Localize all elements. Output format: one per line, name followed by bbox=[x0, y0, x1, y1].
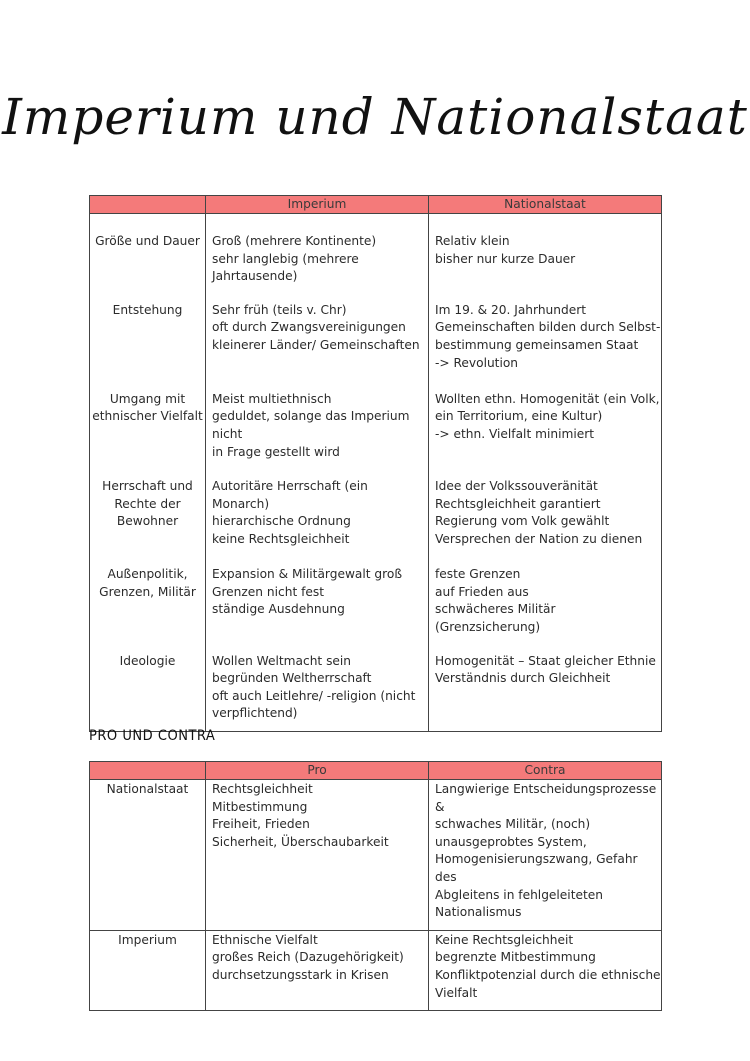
table-row bbox=[90, 374, 662, 461]
row-label-entstehung: Entstehung bbox=[90, 286, 206, 374]
row-label-herrschaft: Herrschaft und Rechte der Bewohner bbox=[90, 461, 206, 549]
row-label-ideologie: Ideologie bbox=[90, 637, 206, 732]
cell-pro-nationalstaat: Rechtsgleichheit Mitbestimmung Freiheit, Frieden Sicherheit, Überschaubarkeit bbox=[206, 780, 429, 931]
cell-contra-nationalstaat: Langwierige Entscheidungsprozesse & schwaches Militär, (noch) unausgeprobtes System, Homogenisierungszwang, Gefahr des Abgleitens in fehlgeleiteten Nationalismus bbox=[429, 780, 662, 931]
section-heading-pro-contra: PRO UND CONTRA bbox=[89, 728, 216, 744]
cell-imperium-herrschaft: Autoritäre Herrschaft (ein Monarch) hierarchische Ordnung keine Rechtsgleichheit bbox=[206, 461, 429, 549]
header-empty bbox=[90, 196, 206, 214]
cell-nationalstaat-groesse: Relativ klein bisher nur kurze Dauer bbox=[429, 214, 662, 286]
table-row bbox=[90, 637, 662, 732]
cell-pro-imperium: Ethnische Vielfalt großes Reich (Dazugehörigkeit) durchsetzungsstark in Krisen bbox=[206, 930, 429, 1010]
row-label-nationalstaat: Nationalstaat bbox=[90, 780, 206, 931]
cell-nationalstaat-herrschaft: Idee der Volkssouveränität Rechtsgleichheit garantiert Regierung vom Volk gewählt Versprechen der Nation zu dienen bbox=[429, 461, 662, 549]
header-nationalstaat: Nationalstaat bbox=[429, 196, 662, 214]
page-title: Imperium und Nationalstaat bbox=[2, 88, 748, 146]
cell-contra-imperium: Keine Rechtsgleichheit begrenzte Mitbestimmung Konfliktpotenzial durch die ethnische Vielfalt bbox=[429, 930, 662, 1010]
cell-nationalstaat-vielfalt: Wollten ethn. Homogenität (ein Volk, ein Territorium, eine Kultur) -> ethn. Vielfalt minimiert bbox=[429, 374, 662, 461]
row-label-aussenpolitik: Außenpolitik, Grenzen, Militär bbox=[90, 549, 206, 636]
cell-imperium-aussenpolitik: Expansion & Militärgewalt groß Grenzen nicht fest ständige Ausdehnung bbox=[206, 549, 429, 636]
cell-nationalstaat-ideologie: Homogenität – Staat gleicher Ethnie Verständnis durch Gleichheit bbox=[429, 637, 662, 732]
cell-nationalstaat-entstehung: Im 19. & 20. Jahrhundert Gemeinschaften bilden durch Selbst- bestimmung gemeinsamen Staat -> Revolution bbox=[429, 286, 662, 374]
cell-imperium-groesse: Groß (mehrere Kontinente) sehr langlebig (mehrere Jahrtausende) bbox=[206, 214, 429, 286]
cell-nationalstaat-aussenpolitik: feste Grenzen auf Frieden aus schwächeres Militär (Grenzsicherung) bbox=[429, 549, 662, 636]
header-pro: Pro bbox=[206, 762, 429, 780]
procon-header-empty bbox=[90, 762, 206, 780]
procon-table bbox=[89, 761, 662, 1011]
table-row bbox=[90, 286, 662, 374]
procon-header-row bbox=[90, 762, 662, 780]
comparison-table bbox=[89, 195, 662, 732]
table-row bbox=[90, 780, 662, 931]
table-row bbox=[90, 214, 662, 286]
table-row bbox=[90, 461, 662, 549]
table-row bbox=[90, 930, 662, 1010]
header-imperium: Imperium bbox=[206, 196, 429, 214]
cell-imperium-entstehung: Sehr früh (teils v. Chr) oft durch Zwangsvereinigungen kleinerer Länder/ Gemeinschaften bbox=[206, 286, 429, 374]
header-contra: Contra bbox=[429, 762, 662, 780]
row-label-vielfalt: Umgang mit ethnischer Vielfalt bbox=[90, 374, 206, 461]
table-row bbox=[90, 549, 662, 636]
row-label-groesse: Größe und Dauer bbox=[90, 214, 206, 286]
cell-imperium-ideologie: Wollen Weltmacht sein begründen Weltherrschaft oft auch Leitlehre/ -religion (nicht verpflichtend) bbox=[206, 637, 429, 732]
comparison-header-row bbox=[90, 196, 662, 214]
row-label-imperium: Imperium bbox=[90, 930, 206, 1010]
cell-imperium-vielfalt: Meist multiethnisch geduldet, solange das Imperium nicht in Frage gestellt wird bbox=[206, 374, 429, 461]
